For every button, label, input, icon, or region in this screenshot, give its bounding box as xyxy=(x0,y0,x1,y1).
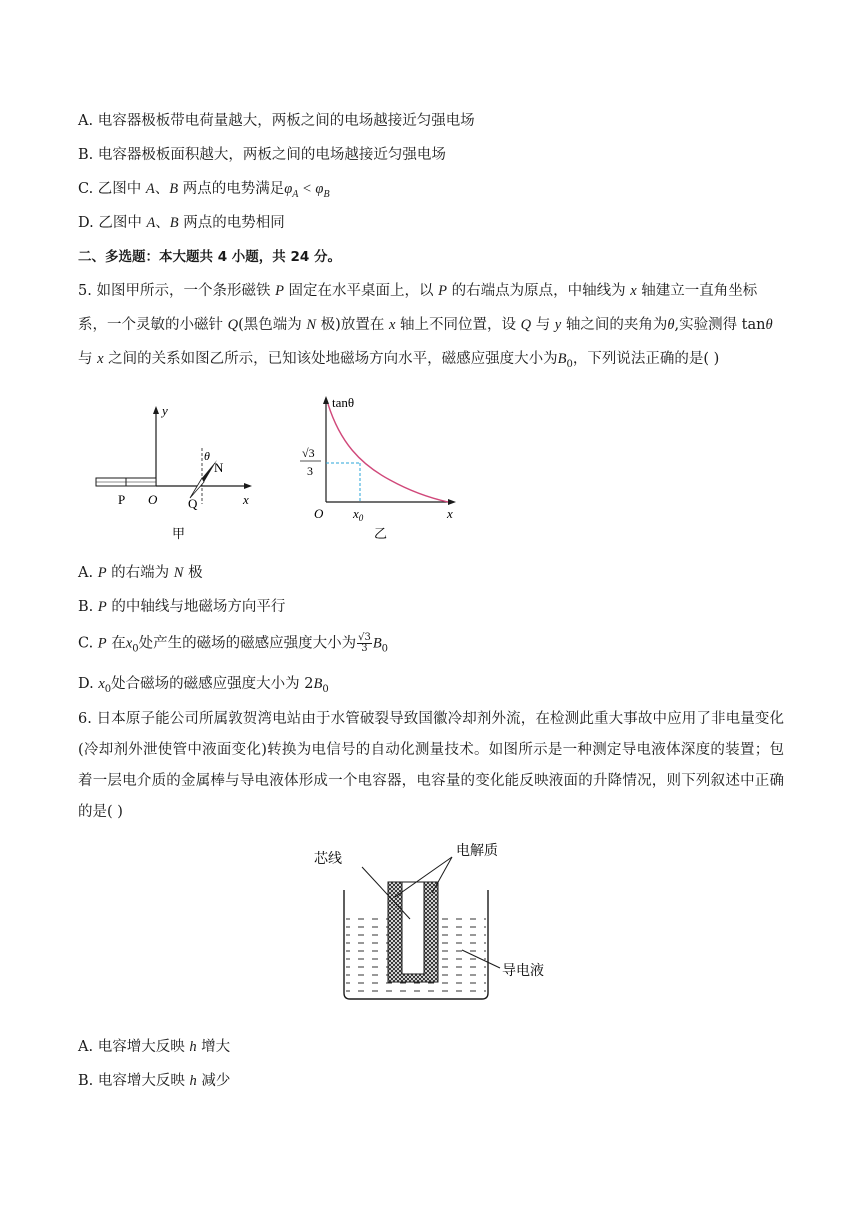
figure-capacitor xyxy=(300,835,560,1005)
q4-c-sub-b: B xyxy=(323,188,330,200)
q4-c-point-a: A xyxy=(145,181,155,197)
q4-option-b: B. 电容器极板面积越大，两板之间的电场越接近匀强电场 xyxy=(78,147,446,163)
q4-c-point-b: B xyxy=(169,181,179,197)
yi-label-tan: tanθ xyxy=(332,395,355,410)
q5-line-1: 5. 如图甲所示，一个条形磁铁 P 固定在水平桌面上，以 P 的右端点为原点，中轴线为 x 轴建立一直角坐标 xyxy=(78,283,758,299)
yi-label-O: O xyxy=(314,506,324,521)
caption-jia: 甲 xyxy=(172,526,186,541)
yi-label-three: 3 xyxy=(307,464,313,478)
q4-option-a: A. 电容器极板带电荷量越大，两板之间的电场越接近匀强电场 xyxy=(78,113,475,129)
yi-y-arrow xyxy=(323,396,329,404)
q4-c-sub-a: A xyxy=(292,188,299,200)
label-y: y xyxy=(162,403,168,418)
core-wire xyxy=(402,882,424,974)
q4-c-sep: 、 xyxy=(154,181,170,197)
yi-label-sqrt3: √3 xyxy=(302,446,315,460)
q5-line-3: 与 x 之间的关系如图乙所示，已知该处地磁场方向水平，磁感应强度大小为$B_0$，下列说法正确的是( ) xyxy=(78,351,720,370)
yi-curve xyxy=(328,404,448,502)
q4-c-prefix: C. 乙图中 xyxy=(78,181,142,197)
figure-jia xyxy=(90,400,270,550)
q4-c-phi: φ xyxy=(284,181,293,197)
q6-stem: 6. 日本原子能公司所属敦贺湾电站由于水管破裂导致国徽冷却剂外流，在检测此重大事故中应用了非电量变化(冷却剂外泄使管中液面变化)转换为电信号的自动化测量技术。如图所示是一种测定导电液体深度的装置；包着一层电介质的金属棒与导电液体形成一个电容器，电容量的变化能反映液面的升降情况，则下列叙述中正确的是( ) xyxy=(78,711,784,820)
yi-x-arrow xyxy=(448,499,456,505)
y-arrow xyxy=(153,406,159,414)
q5-option-a: A. P 的右端为 N 极 xyxy=(78,565,203,581)
q4-d-prefix: D. 乙图中 xyxy=(78,215,142,231)
section-heading: 二、多选题：本大题共 4 小题，共 24 分。 xyxy=(78,249,341,265)
c-fraction: $\frac{√3}{3}$ xyxy=(358,632,371,654)
q5-option-d: D. $x_0$处合磁场的磁感应强度大小为 $2B_0$ xyxy=(78,676,329,695)
label-P: P xyxy=(118,492,126,507)
dielectric-pointer-2 xyxy=(432,857,452,893)
q5-option-b: B. P 的中轴线与地磁场方向平行 xyxy=(78,599,286,615)
q5-line-2: 系，一个灵敏的小磁针 Q(黑色端为 N 极)放置在 x 轴上不同位置，设 Q 与 y 轴之间的夹角为θ,实验测得 tanθ xyxy=(78,317,773,333)
label-N: N xyxy=(214,460,224,475)
label-dielectric: 电解质 xyxy=(456,844,498,859)
caption-yi: 乙 xyxy=(374,526,388,541)
x-arrow xyxy=(244,483,252,489)
q6-option-a: A. 电容增大反映 h 增大 xyxy=(78,1039,231,1055)
label-x: x xyxy=(243,492,249,507)
label-theta: θ xyxy=(204,449,210,463)
q6-option-b: B. 电容增大反映 h 减少 xyxy=(78,1073,231,1089)
label-liquid: 导电液 xyxy=(502,964,544,979)
q4-d-rest: 两点的电势相同 xyxy=(183,215,285,231)
q5-option-c: C. P 在$x_0$处产生的磁场的磁感应强度大小为 $\frac{√3}{3}$ $B_0$ xyxy=(78,632,389,655)
figure-yi xyxy=(290,392,470,570)
q4-option-d xyxy=(78,213,285,233)
q4-d-sep: 、 xyxy=(155,215,170,231)
q4-c-lt: < φ xyxy=(298,181,324,197)
label-O: O xyxy=(148,492,158,507)
q4-d-point-a: A xyxy=(146,215,156,231)
yi-label-x: x xyxy=(447,506,453,521)
yi-label-x0: $x_0$ xyxy=(353,506,364,523)
label-core: 芯线 xyxy=(314,852,342,867)
q4-d-point-b: B xyxy=(169,215,179,231)
q4-c-mid: 两点的电势满足 xyxy=(182,181,285,197)
q4-option-c xyxy=(78,179,330,205)
label-Q: Q xyxy=(188,496,198,511)
